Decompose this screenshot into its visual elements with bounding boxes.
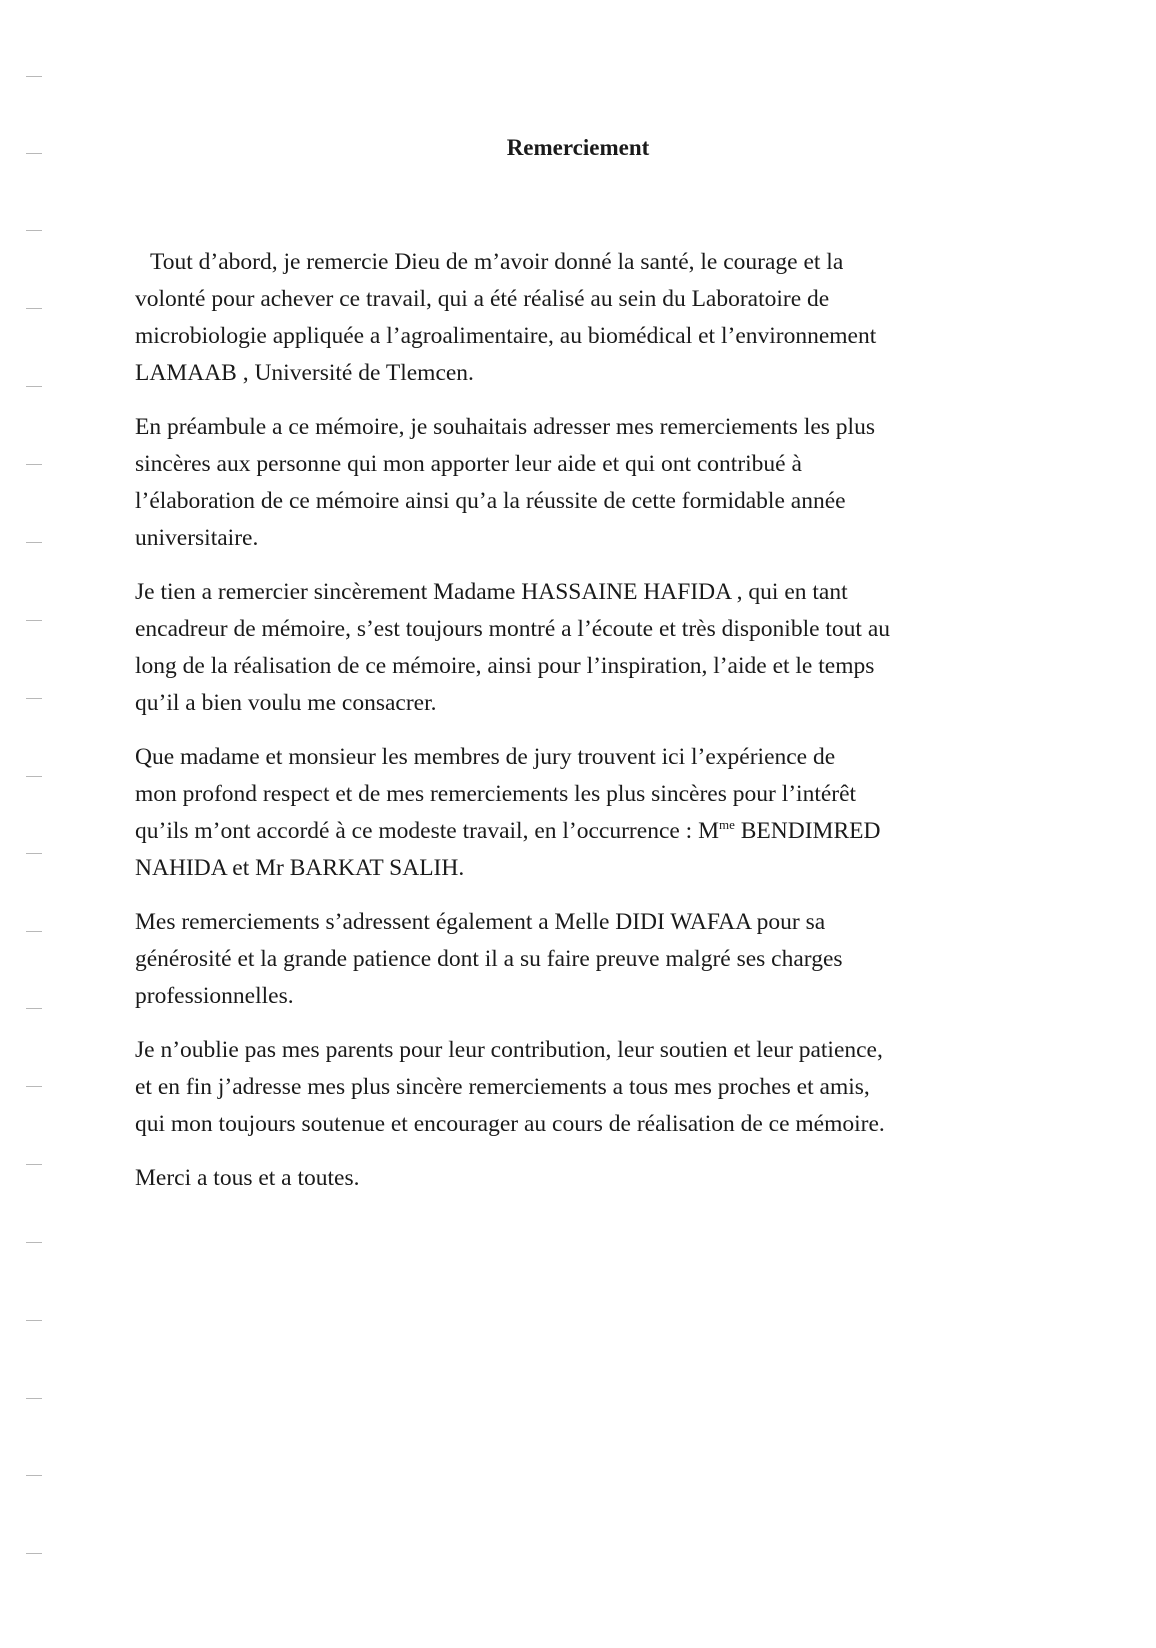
scan-margin-marks — [26, 0, 46, 1648]
paragraph-melle — [135, 904, 1035, 1015]
text-line: encadreur de mémoire, s’est toujours montré a l’écoute et très disponible tout au — [135, 616, 891, 642]
paragraph-closing — [135, 1160, 1035, 1197]
text-line: mon profond respect et de mes remerciements les plus sincères pour l’intérêt — [135, 781, 857, 807]
text-line: Que madame et monsieur les membres de jury trouvent ici l’expérience de — [135, 744, 836, 770]
text-line: Merci a tous et a toutes. — [135, 1165, 360, 1191]
text-line: NAHIDA et Mr BARKAT SALIH. — [135, 855, 465, 881]
paragraph-supervisor — [135, 574, 1035, 722]
text-line: qui mon toujours soutenue et encourager au cours de réalisation de ce mémoire. — [135, 1111, 885, 1137]
superscript-me: me — [718, 817, 735, 833]
margin-mark — [26, 386, 42, 387]
text-segment: qu’ils m’ont accordé à ce modeste travail, en l’occurrence : M — [135, 818, 719, 844]
text-line: et en fin j’adresse mes plus sincère remerciements a tous mes proches et amis, — [135, 1074, 870, 1100]
margin-mark — [26, 1475, 42, 1476]
text-line: générosité et la grande patience dont il a su faire preuve malgré ses charges — [135, 946, 843, 972]
text-segment: BENDIMRED — [734, 818, 881, 844]
text-line: En préambule a ce mémoire, je souhaitais adresser mes remerciements les plus — [135, 414, 875, 440]
text-line: sincères aux personne qui mon apporter leur aide et qui ont contribué à — [135, 451, 802, 477]
text-line: long de la réalisation de ce mémoire, ainsi pour l’inspiration, l’aide et le temps — [135, 653, 875, 679]
text-line: l’élaboration de ce mémoire ainsi qu’a la réussite de cette formidable année — [135, 488, 846, 514]
text-line: volonté pour achever ce travail, qui a été réalisé au sein du Laboratoire de — [135, 286, 830, 312]
text-line: Je tien a remercier sincèrement Madame HASSAINE HAFIDA , qui en tant — [135, 579, 848, 605]
margin-mark — [26, 1008, 42, 1009]
paragraph-parents — [135, 1032, 1035, 1143]
text-line: LAMAAB , Université de Tlemcen. — [135, 360, 474, 386]
margin-mark — [26, 698, 42, 699]
margin-mark — [26, 853, 42, 854]
paragraph-jury — [135, 739, 1035, 887]
document-body — [135, 244, 1035, 1214]
margin-mark — [26, 1164, 42, 1165]
margin-mark — [26, 1086, 42, 1087]
text-line: Je n’oublie pas mes parents pour leur contribution, leur soutien et leur patience, — [135, 1037, 883, 1063]
margin-mark — [26, 1398, 42, 1399]
margin-mark — [26, 776, 42, 777]
margin-mark — [26, 464, 42, 465]
text-line-with-superscript — [135, 813, 1035, 850]
text-line: professionnelles. — [135, 983, 294, 1009]
text-line: qu’il a bien voulu me consacrer. — [135, 690, 437, 716]
margin-mark — [26, 1553, 42, 1554]
margin-mark — [26, 76, 42, 77]
margin-mark — [26, 1242, 42, 1243]
text-line: microbiologie appliquée a l’agroalimentaire, au biomédical et l’environnement — [135, 323, 877, 349]
text-line: universitaire. — [135, 525, 259, 551]
text-line: Mes remerciements s’adressent également a Melle DIDI WAFAA pour sa — [135, 909, 826, 935]
page-title: Remerciement — [506, 135, 650, 160]
margin-mark — [26, 542, 42, 543]
margin-mark — [26, 620, 42, 621]
margin-mark — [26, 308, 42, 309]
text-line: Tout d’abord, je remercie Dieu de m’avoir donné la santé, le courage et la — [150, 249, 844, 275]
paragraph-intro — [135, 244, 1035, 392]
margin-mark — [26, 230, 42, 231]
margin-mark — [26, 1320, 42, 1321]
paragraph-preambule — [135, 409, 1035, 557]
margin-mark — [26, 931, 42, 932]
